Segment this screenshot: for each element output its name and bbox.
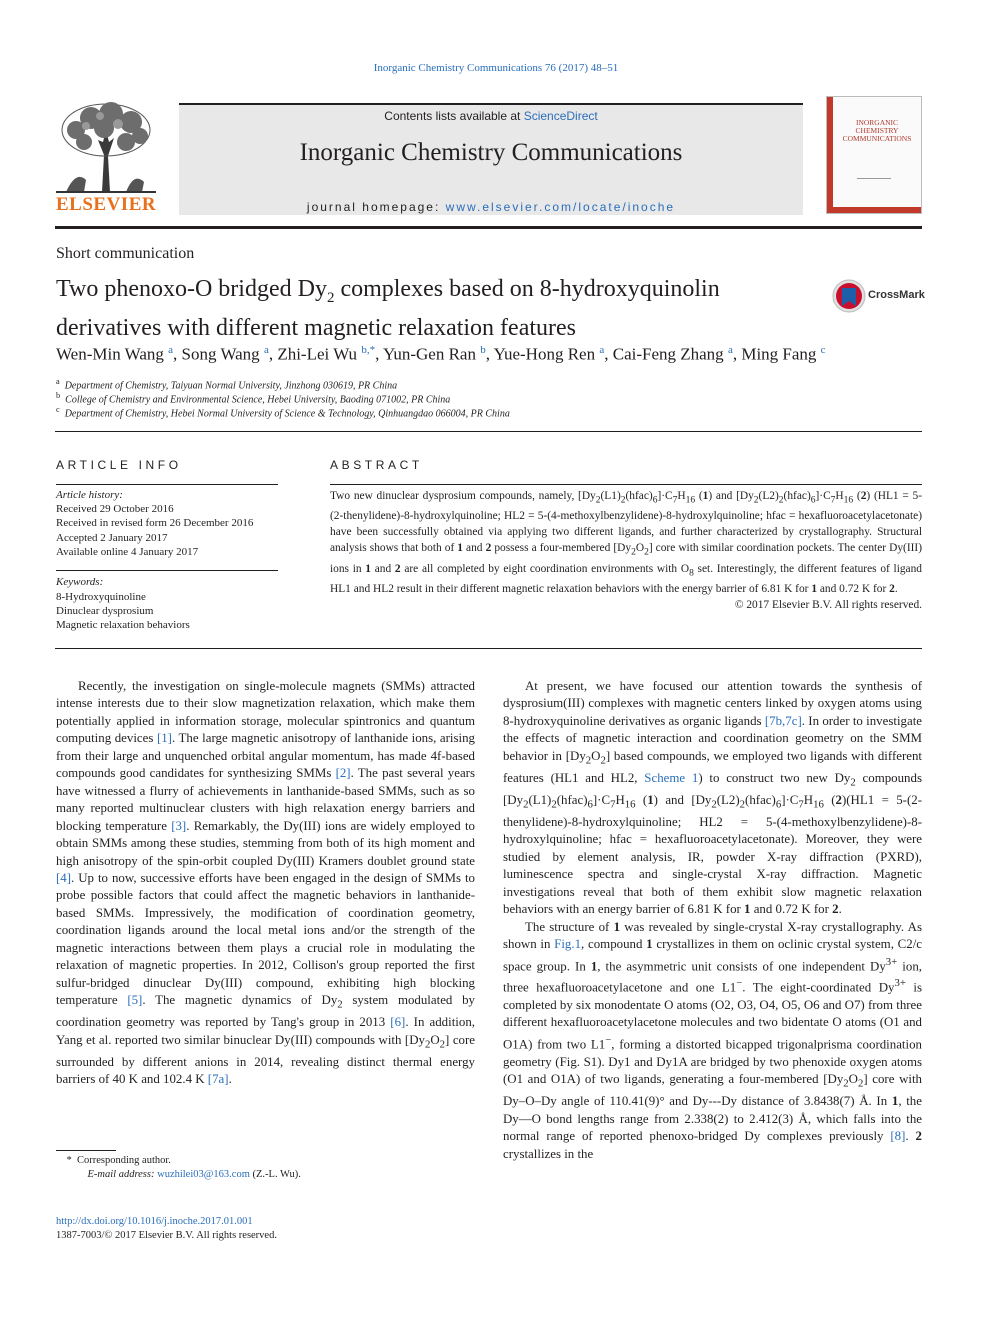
abstract-heading: ABSTRACT <box>330 458 423 472</box>
sciencedirect-link[interactable]: ScienceDirect <box>523 109 598 123</box>
history-item: Received 29 October 2016 <box>56 503 174 515</box>
author-affil-mark[interactable]: a <box>727 344 733 356</box>
elsevier-tree-logo <box>56 100 156 195</box>
body-rule <box>55 648 922 649</box>
keywords-label: Keywords: <box>56 576 104 588</box>
footnote-corresponding: * Corresponding author. <box>56 1155 171 1166</box>
footnote-email <box>56 1169 301 1180</box>
affiliation-text: Department of Chemistry, Taiyuan Normal University, Jinzhong 030619, PR China <box>64 380 398 392</box>
contents-line <box>179 109 803 123</box>
keyword[interactable]: Magnetic relaxation behaviors <box>56 619 190 631</box>
elsevier-wordmark: ELSEVIER <box>56 194 157 215</box>
crossmark-icon <box>832 279 866 313</box>
doi-link[interactable]: http://dx.doi.org/10.1016/j.inoche.2017.01.001 <box>56 1216 253 1227</box>
author[interactable]: Wen-Min Wang <box>56 344 164 364</box>
body-column-left: Recently, the investigation on single-molecule magnets (SMMs) attracted intense interests due to their slow magnetization relaxation, which make them potentially applied in information storage, molecular spintronics and quantum computing devices [1]. The large magnetic anisotropy of lanthanide ions, arising from their large and unquenched orbital angular momentum, has made 4f-based compounds good candidates for synthesizing SMMs [2]. The past several years have witnessed a flurry of achievements in lanthanide-based SMMs, such as so many reported multinuclear clusters with high relaxation energy barriers and blocking temperature [3]. Remarkably, the Dy(III) ions are widely employed to obtain SMMs among these studies, stemming from both of its high moment and high anisotropy of the spin-orbit coupled Dy(III) Kramers doublet ground state [4]. Up to now, successive efforts have been engaged in the design of SMMs to probe possible factors that could affect the magnetic behaviors in lanthanide-based SMMs. Impressively, the modification of coordination geometry, coordination ligands around the local metal ions and/or the strength of the magnetic interactions between them plays a crucial role in modulating the relaxation of magnetic properties. In 2012, Collison's group reported the first sulfur-bridged dinuclear Dy(III) compound, exhibiting high blocking temperature [5]. The magnetic dynamics of $Dy_2$ system modulated by coordination geometry was reported by Tang's group in 2013 [6]. In addition, Yang et al. reported two similar binuclear Dy(III) compounds with $[Dy_2O_2]$ core surrounded by different anions in 2014, revealing distinct thermal energy barriers of 40 K and 102.4 K [7a]. <box>56 679 476 1087</box>
body-column-right: At present, we have focused our attention towards the synthesis of dysprosium(III) complexes with magnetic centers linked by oxygen atoms using 8-hydroxyquinoline derivatives as organic ligands [7b,7c]. In order to investigate the effects of magnetic interaction and coordination geometry on the SMM behavior in $[Dy_2O_2]$ based compounds, we employed two ligands with different features (HL1 and HL2, Scheme 1) to construct two new $Dy_2$ compounds $[Dy_2(L1)_2(hfac)_6]\cdot C_7H_{16}$ (1) and $[Dy_2(L2)_2(hfac)_6]\cdot C_7H_{16}$ (2)(HL1 = 5-(2-thenylidene)-8-hydroxylquinoline; HL2 = 5-(4-methoxylbenzylidene)-8-hydroxylquinoline; hfac = hexafluoroacetylacetonate). Moreover, they were studied by element analysis, IR, powder X-ray diffraction (PXRD), luminescence spectra and single-crystal X-ray diffraction. Magnetic investigations reveal that both of them exhibit slow magnetic relaxation behaviors with an energy barrier of 6.81 K for 1 and 0.72 K for 2. The structure of 1 was revealed by single-crystal X-ray crystallography. As shown in Fig.1, compound 1 crystallizes in them on oclinic crystal system, C2/c space group. In 1, the asymmetric unit consists of one independent $Dy^{3+}$ ion, three hexafluoroacetylacetone and one L1−. The eight-coordinated $Dy^{3+}$ is completed by six monodentate O atoms (O2, O3, O4, O5, O6 and O7) from three different hexafluoroacetylacetone molecules and two bidentate O atoms (O1 and O1A) from two L1−, forming a distorted bicapped trigonalprisma coordination geometry (Fig. S1). Dy1 and Dy1A are bridged by two phenoxide oxygen atoms (O1 and O1A) of two ligands, generating a four-membered $[Dy_2O_2]$ core with Dy–O–Dy angle of 110.41(9)° and Dy---Dy distance of 3.8438(7) Å. In 1, the Dy—O bond lengths range from 2.338(2) to 2.412(3) Å, which falls into the normal range of reported phenoxo-bridged Dy complexes previously [8]. 2 crystallizes in the <box>503 679 923 1161</box>
journal-title: Inorganic Chemistry Communications <box>299 139 683 166</box>
author-affil-mark[interactable]: a <box>599 344 605 356</box>
title-part-2: complexes based on 8-hydroxyquinolin <box>334 276 720 302</box>
article-info-heading: ARTICLE INFO <box>56 458 182 472</box>
affiliation <box>56 391 450 405</box>
affiliation-mark: b <box>56 391 61 400</box>
history-item: Available online 4 January 2017 <box>56 546 199 558</box>
author[interactable]: Ming Fang <box>741 344 817 364</box>
journal-citation[interactable]: Inorganic Chemistry Communications 76 (2017) 48–51 <box>373 62 619 74</box>
issn-line: 1387-7003/© 2017 Elsevier B.V. All rights reserved. <box>56 1230 277 1241</box>
author-affil-mark[interactable]: b,* <box>361 344 376 356</box>
affiliation-text: Department of Chemistry, Hebei Normal University of Science & Technology, Qinhuangdao 066004, PR China <box>64 408 510 420</box>
email-link[interactable]: wuzhilei03@163.com <box>157 1169 250 1180</box>
email-label: E-mail address: <box>87 1169 155 1180</box>
corresponding-text: Corresponding author. <box>77 1155 171 1166</box>
email-suffix: (Z.-L. Wu). <box>249 1169 301 1180</box>
author[interactable]: Yue-Hong Ren <box>493 344 596 364</box>
affiliation-rule <box>55 431 922 432</box>
keyword[interactable]: 8-Hydroxyquinoline <box>56 591 146 603</box>
author-affil-mark[interactable]: a <box>168 344 174 356</box>
journal-cover-thumbnail[interactable] <box>826 96 922 214</box>
crossmark-badge[interactable] <box>832 279 925 313</box>
author-list: Wen-Min Wang $^a$, Song Wang $^a$, Zhi-Lei Wu $^{b,*}$, Yun-Gen Ran $^b$, Yue-Hong Ren $^a$, Cai-Feng Zhang $^a$, Ming Fang $^c$ <box>56 344 826 364</box>
copyright-line: © 2017 Elsevier B.V. All rights reserved. <box>734 598 922 611</box>
author-affil-mark[interactable]: c <box>820 344 826 356</box>
footnote-rule <box>56 1150 116 1151</box>
contents-prefix: Contents lists available at <box>384 109 524 123</box>
affiliation-text: College of Chemistry and Environmental Science, Hebei University, Baoding 071002, PR China <box>65 394 451 406</box>
author-affil-mark[interactable]: a <box>263 344 269 356</box>
journal-homepage <box>179 200 803 214</box>
history-item: Accepted 2 January 2017 <box>56 532 168 544</box>
crossmark-label: CrossMark <box>868 289 925 301</box>
affiliation <box>56 405 510 419</box>
article-type: Short communication <box>56 245 195 262</box>
affiliation-mark: c <box>56 405 60 414</box>
author[interactable]: Cai-Feng Zhang <box>612 344 724 364</box>
keywords-rule <box>56 570 278 571</box>
author-affil-mark[interactable]: b <box>480 344 486 356</box>
cover-title: INORGANIC CHEMISTRY COMMUNICATIONS <box>842 118 912 143</box>
affiliation-mark: a <box>56 377 60 386</box>
title-subscript: 2 <box>326 289 335 306</box>
abstract-rule <box>330 484 922 485</box>
history-item: Received in revised form 26 December 2016 <box>56 517 254 529</box>
affiliation <box>56 377 397 391</box>
keyword[interactable]: Dinuclear dysprosium <box>56 605 154 617</box>
author[interactable]: Song Wang <box>181 344 260 364</box>
article-title <box>56 274 816 343</box>
homepage-link[interactable]: www.elsevier.com/locate/inoche <box>445 200 676 214</box>
homepage-prefix: journal homepage: <box>306 200 446 214</box>
title-line-2: derivatives with different magnetic relaxation features <box>56 314 577 341</box>
history-label: Article history: <box>56 489 123 501</box>
author[interactable]: Yun-Gen Ran <box>382 344 476 364</box>
journal-banner <box>179 103 803 215</box>
author[interactable]: Zhi-Lei Wu <box>277 344 358 364</box>
title-part-1: Two phenoxo-O bridged Dy <box>56 276 327 302</box>
info-rule <box>56 484 278 485</box>
abstract-text: Two new dinuclear dysprosium compounds, namely, $[Dy_2(L1)_2(hfac)_6]\cdot C_7H_{16}$ (1) and $[Dy_2(L2)_2(hfac)_6]\cdot C_7H_{16}$ (2) (HL1 = 5-(2-thenylidene)-8-hydroxylquinoline; HL2 = 5-(4-methoxylbenzylidene)-8-hydroxylquinoline; hfac = hexafluoroacetylacetonate) have been successfully obtained via applying two different ligands, and further characterized by crystallography. Structural analysis shows that both of 1 and 2 possess a four-membered $[Dy_2O_2]$ core with similar coordination pockets. The center Dy(III) ions in 1 and 2 are all completed by eight coordination environments with $O_8$ set. Interestingly, the different features of ligand HL1 and HL2 result in their different magnetic relaxation behaviors with the energy barrier of 6.81 K for 1 and 0.72 K for 2. © 2017 Elsevier B.V. All rights reserved. <box>330 490 922 611</box>
header-rule <box>55 226 922 229</box>
